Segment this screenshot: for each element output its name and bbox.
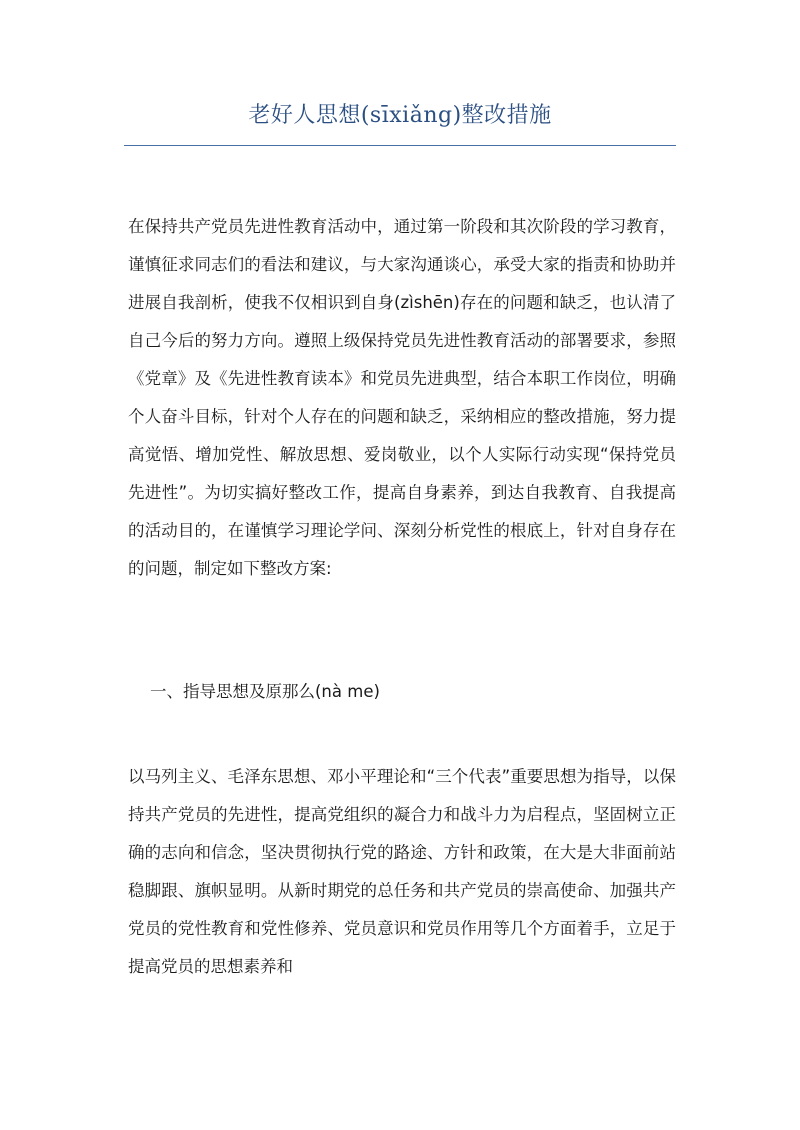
document-title: 老好人思想(sīxiǎng)整改措施 [248, 103, 552, 128]
paragraph-intro: 在保持共产党员先进性教育活动中，通过第一阶段和其次阶段的学习教育，谨慎征求同志们的看法和建议，与大家沟通谈心，承受大家的指责和协助并进展自我剖析，使我不仅相识到自身(zìshēn)存在的问题和缺乏，也认清了自己今后的努力方向。遵照上级保持党员先进性教育活动的部署要求，参照《党章》及《先进性教育读本》和党员先进典型，结合本职工作岗位，明确个人奋斗目标，针对个人存在的问题和缺乏，采纳相应的整改措施，努力提高觉悟、增加党性、解放思想、爱岗敬业，以个人实际行动实现“保持党员先进性”。为切实搞好整改工作，提高自身素养，到达自我教育、自我提高的活动目的，在谨慎学习理论学问、深刻分析党性的根底上，针对自身存在的问题，制定如下整改方案: [128, 217, 676, 578]
paragraph-guiding-principles: 以马列主义、毛泽东思想、邓小平理论和“三个代表”重要思想为指导，以保持共产党员的先进性，提高党组织的凝合力和战斗力为启程点，坚固树立正确的志向和信念，坚决贯彻执行党的路途、方针和政策，在大是大非面前站稳脚跟、旗帜显明。从新时期党的总任务和共产党员的崇高使命、加强共产党员的党性教育和党性修养、党员意识和党员作用等几个方面着手，立足于提高党员的思想素养和 [128, 767, 676, 976]
title-divider [124, 145, 676, 146]
section-heading-guiding-principles: 一、指导思想及原那么(nà me) [150, 682, 380, 701]
